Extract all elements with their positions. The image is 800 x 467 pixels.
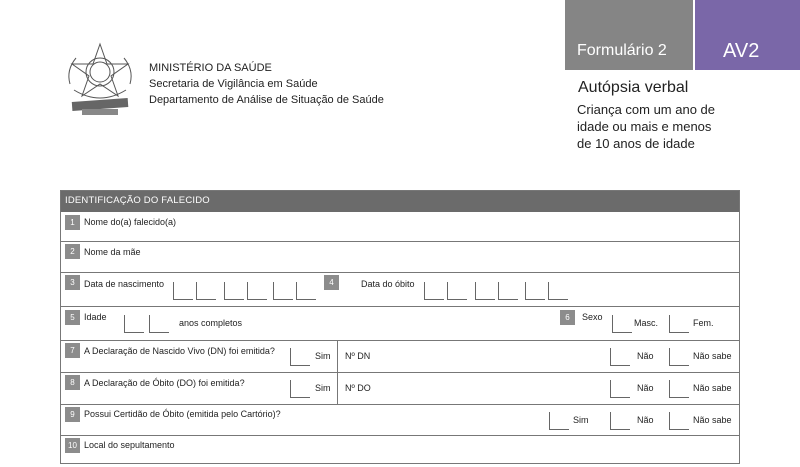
divider	[337, 373, 338, 405]
subtitle-line: Criança com um ano de	[577, 102, 716, 117]
section-title: IDENTIFICAÇÃO DO FALECIDO	[65, 195, 210, 206]
do-no-checkbox[interactable]	[610, 380, 630, 398]
dn-yes-checkbox[interactable]	[290, 348, 310, 366]
form-label-tab	[565, 0, 693, 70]
form-code-tab	[695, 0, 800, 70]
field-label: Possui Certidão de Óbito (emitida pelo Cartório)?	[84, 409, 281, 419]
deceased-identification-form	[60, 190, 740, 464]
section-header	[61, 191, 739, 212]
birth-date-day-2[interactable]	[196, 282, 216, 300]
birth-date-month-1[interactable]	[224, 282, 244, 300]
sex-female-checkbox[interactable]	[669, 315, 689, 333]
option-label: Não sabe	[693, 351, 732, 361]
do-yes-checkbox[interactable]	[290, 380, 310, 398]
document-subtitle	[577, 101, 727, 152]
birth-date-month-2[interactable]	[247, 282, 267, 300]
option-label: Não sabe	[693, 415, 732, 425]
field-number: 3	[65, 275, 80, 290]
field-number: 10	[65, 438, 80, 453]
option-label: Não sabe	[693, 383, 732, 393]
age-digit-2[interactable]	[149, 315, 169, 333]
option-label: Não	[637, 415, 654, 425]
field-number: 2	[65, 244, 80, 259]
ministry-block	[149, 60, 384, 108]
option-label: Sim	[315, 351, 331, 361]
field-label: Data de nascimento	[84, 279, 165, 289]
birth-date-day-1[interactable]	[173, 282, 193, 300]
field-label: Data do óbito	[361, 279, 415, 289]
field-number: 9	[65, 407, 80, 422]
department-name: Departamento de Análise de Situação de Saúde	[149, 94, 384, 106]
do-unknown-checkbox[interactable]	[669, 380, 689, 398]
certificate-yes-checkbox[interactable]	[549, 412, 569, 430]
secretariat-name: Secretaria de Vigilância em Saúde	[149, 78, 318, 90]
field-number: 8	[65, 375, 80, 390]
row-death-certificate	[61, 405, 739, 436]
document-title: Autópsia verbal	[578, 79, 689, 96]
field-label: Idade	[84, 312, 107, 322]
option-label: Não	[637, 351, 654, 361]
age-digit-1[interactable]	[124, 315, 144, 333]
birth-date-year-1[interactable]	[273, 282, 293, 300]
row-deceased-name[interactable]	[61, 212, 739, 242]
death-date-day-2[interactable]	[447, 282, 467, 300]
birth-date-year-2[interactable]	[296, 282, 316, 300]
death-date-day-1[interactable]	[424, 282, 444, 300]
subtitle-line: de 10 anos de idade	[577, 136, 695, 151]
field-number: 5	[65, 310, 80, 325]
form-code: AV2	[723, 40, 760, 62]
subtitle-line: idade ou mais e menos	[577, 119, 712, 134]
coat-of-arms-emblem	[60, 40, 140, 118]
row-do	[61, 373, 739, 405]
death-date-month-2[interactable]	[498, 282, 518, 300]
option-label: Sim	[573, 415, 589, 425]
option-label: Não	[637, 383, 654, 393]
row-dn	[61, 341, 739, 373]
death-date-year-1[interactable]	[525, 282, 545, 300]
field-label: Nome da mãe	[84, 247, 141, 257]
form-label: Formulário 2	[577, 42, 667, 59]
field-number: 1	[65, 215, 80, 230]
field-label: A Declaração de Nascido Vivo (DN) foi emitida?	[84, 346, 275, 356]
certificate-no-checkbox[interactable]	[610, 412, 630, 430]
death-date-month-1[interactable]	[475, 282, 495, 300]
dn-unknown-checkbox[interactable]	[669, 348, 689, 366]
row-age-sex	[61, 307, 739, 341]
option-label: Masc.	[634, 318, 659, 328]
dn-no-checkbox[interactable]	[610, 348, 630, 366]
field-number: 7	[65, 343, 80, 358]
row-dates	[61, 273, 739, 307]
age-suffix: anos completos	[179, 318, 243, 328]
row-mother-name[interactable]	[61, 242, 739, 273]
ministry-name: MINISTÉRIO DA SAÚDE	[149, 62, 272, 74]
field-label: Local do sepultamento	[84, 440, 175, 450]
field-label: Nome do(a) falecido(a)	[84, 217, 177, 227]
field-label: Sexo	[582, 312, 603, 322]
certificate-unknown-checkbox[interactable]	[669, 412, 689, 430]
field-number: 4	[324, 275, 339, 290]
field-label: A Declaração de Óbito (DO) foi emitida?	[84, 378, 245, 388]
field-number: 6	[560, 310, 575, 325]
option-label: Fem.	[693, 318, 714, 328]
sex-male-checkbox[interactable]	[612, 315, 632, 333]
row-burial-place[interactable]	[61, 436, 739, 465]
option-label: Sim	[315, 383, 331, 393]
divider	[337, 341, 338, 373]
dn-number-label: Nº DN	[345, 351, 371, 361]
death-date-year-2[interactable]	[548, 282, 568, 300]
do-number-label: Nº DO	[345, 383, 371, 393]
